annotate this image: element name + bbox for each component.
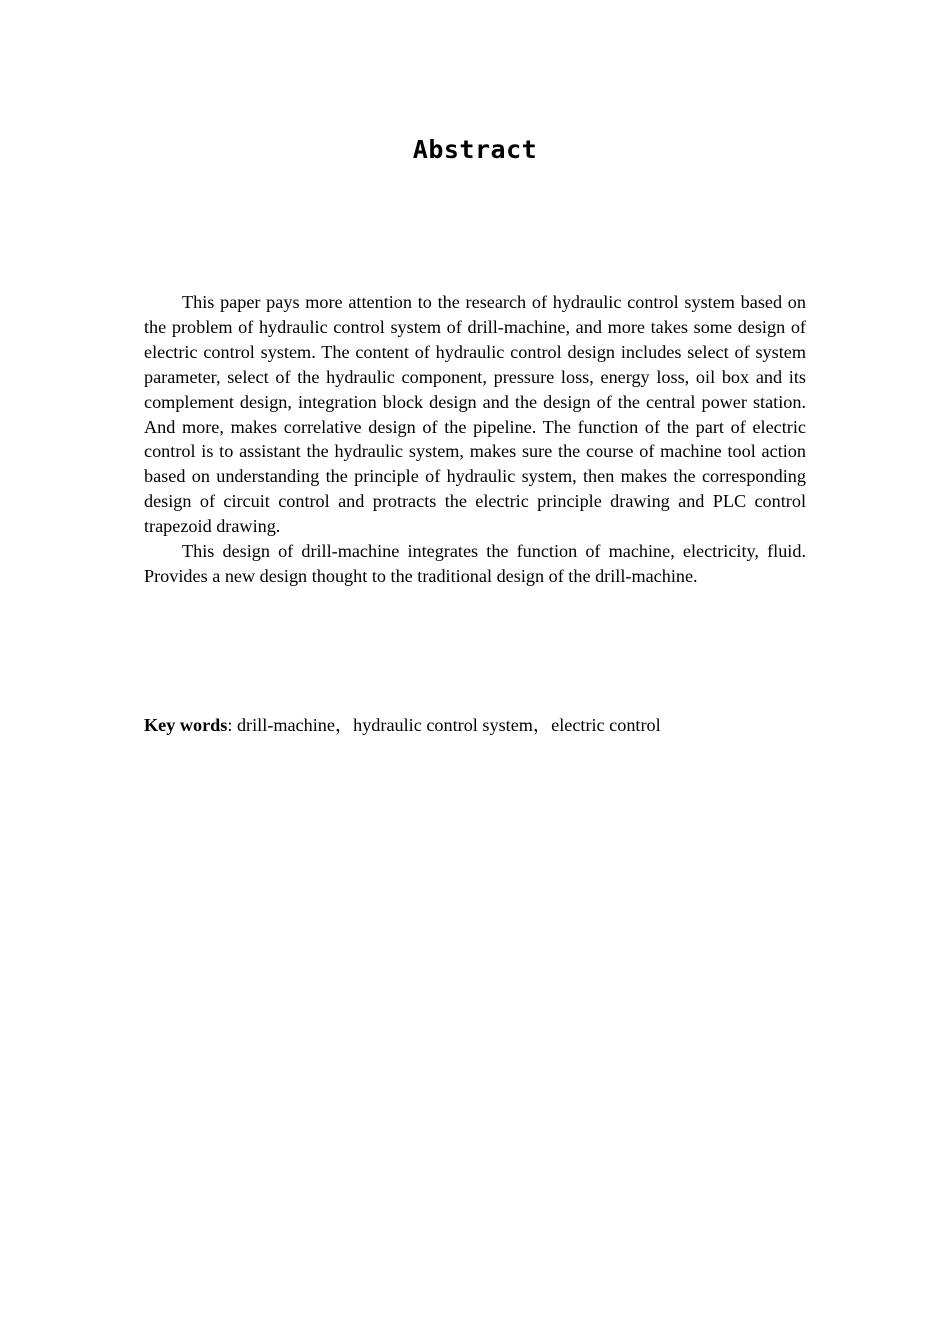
page-title: Abstract xyxy=(412,135,538,164)
keywords-line xyxy=(144,713,806,738)
keywords-list: : drill-machine，hydraulic control system，electric control xyxy=(227,715,661,735)
abstract-paragraph-2: This design of drill-machine integrates the function of machine, electricity, fluid. Provides a new design thought to the traditional design of the drill-machine. xyxy=(144,541,806,586)
abstract-paragraph-1: This paper pays more attention to the research of hydraulic control system based on the problem of hydraulic control system of drill-machine, and more takes some design of electric control system. The content of hydraulic control design includes select of system parameter, select of the hydraulic component, pressure loss, energy loss, oil box and its complement design, integration block design and the design of the central power station. And more, makes correlative design of the pipeline. The function of the part of electric control is to assistant the hydraulic system, makes sure the course of machine tool action based on understanding the principle of hydraulic system, then makes the corresponding design of circuit control and protracts the electric principle drawing and PLC control trapezoid drawing. xyxy=(144,292,806,537)
keywords-label: Key words xyxy=(144,715,228,735)
abstract-body xyxy=(144,290,806,589)
